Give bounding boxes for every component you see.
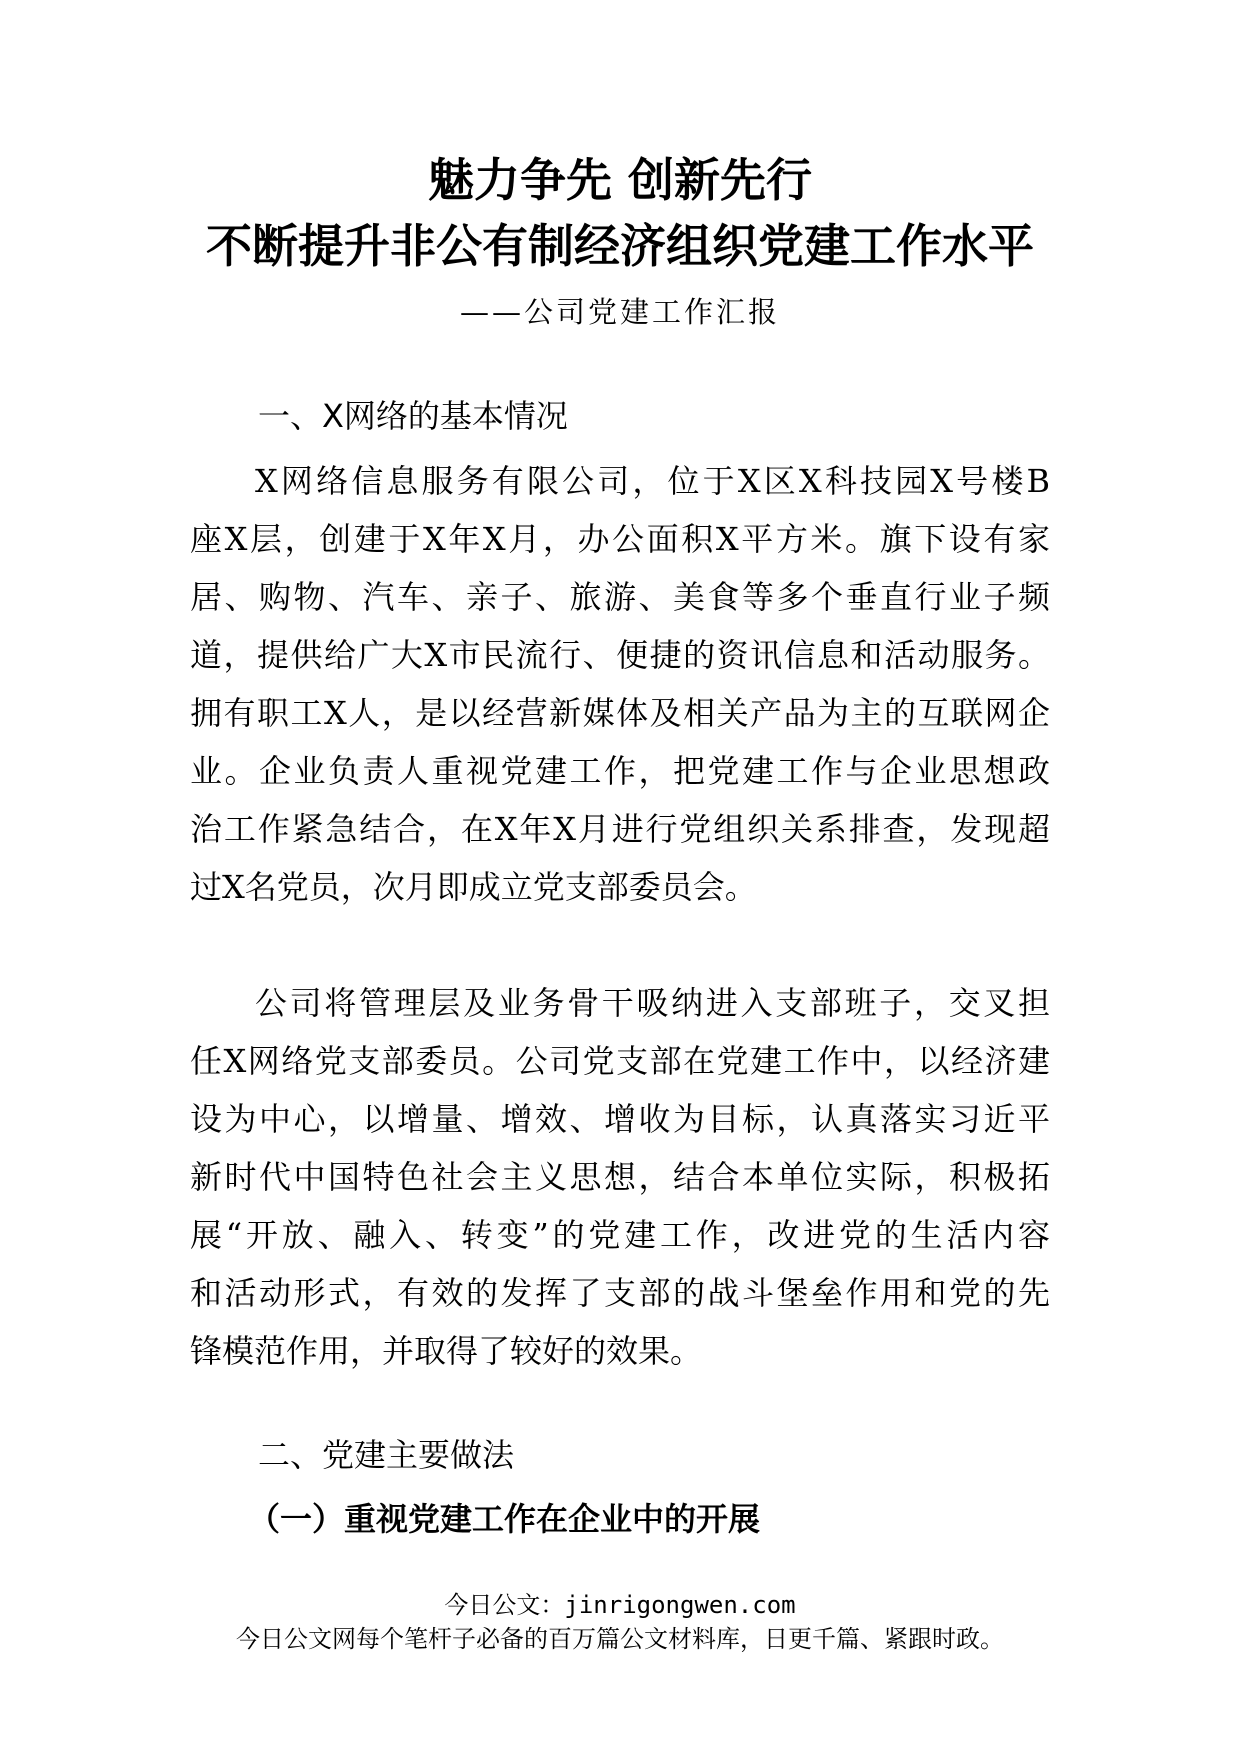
paragraph-2-line: 展“开放、融入、转变”的党建工作，改进党的生活内容 [190,1216,1050,1254]
paragraph-2-line: 任X网络党支部委员。公司党支部在党建工作中，以经济建 [190,1042,1050,1080]
paragraph-1-line: 座X层，创建于X年X月，办公面积X平方米。旗下设有家 [190,520,1050,558]
paragraph-1-line: 业。企业负责人重视党建工作，把党建工作与企业思想政 [190,752,1050,790]
paragraph-2-line: 锋模范作用，并取得了较好的效果。 [190,1332,703,1370]
paragraph-1-line: 居、购物、汽车、亲子、旅游、美食等多个垂直行业子频 [190,578,1050,616]
footer-site-link[interactable]: jinrigongwen.com [564,1591,796,1619]
paragraph-1-line: 治工作紧急结合，在X年X月进行党组织关系排查，发现超 [190,810,1050,848]
footer-slogan: 今日公文网每个笔杆子必备的百万篇公文材料库，日更千篇、紧跟时政。 [236,1625,1004,1653]
paragraph-1-line: 过X名党员，次月即成立党支部委员会。 [190,868,757,906]
subsection-1-heading: （一）重视党建工作在企业中的开展 [248,1500,761,1538]
section-2-heading: 二、党建主要做法 [258,1436,515,1474]
document-subtitle: ——公司党建工作汇报 [459,295,780,329]
document-title-line-1: 魅力争先 创新先行 [427,153,812,207]
document-title-line-2: 不断提升非公有制经济组织党建工作水平 [206,219,1034,273]
paragraph-1-line: X网络信息服务有限公司，位于X区X科技园X号楼B [255,462,1050,500]
section-1-heading: 一、X网络的基本情况 [258,397,568,435]
footer-site-line [0,1589,1240,1621]
paragraph-1-line: 道，提供给广大X市民流行、便捷的资讯信息和活动服务。 [190,636,1050,674]
paragraph-2-line: 设为中心，以增量、增效、增收为目标，认真落实习近平 [190,1100,1050,1138]
paragraph-2-line: 和活动形式，有效的发挥了支部的战斗堡垒作用和党的先 [190,1274,1050,1312]
footer-site-label: 今日公文： [444,1591,565,1619]
paragraph-1-line: 拥有职工X人，是以经营新媒体及相关产品为主的互联网企 [190,694,1050,732]
paragraph-2-line: 公司将管理层及业务骨干吸纳进入支部班子，交叉担 [255,984,1050,1022]
paragraph-2-line: 新时代中国特色社会主义思想，结合本单位实际，积极拓 [190,1158,1050,1196]
